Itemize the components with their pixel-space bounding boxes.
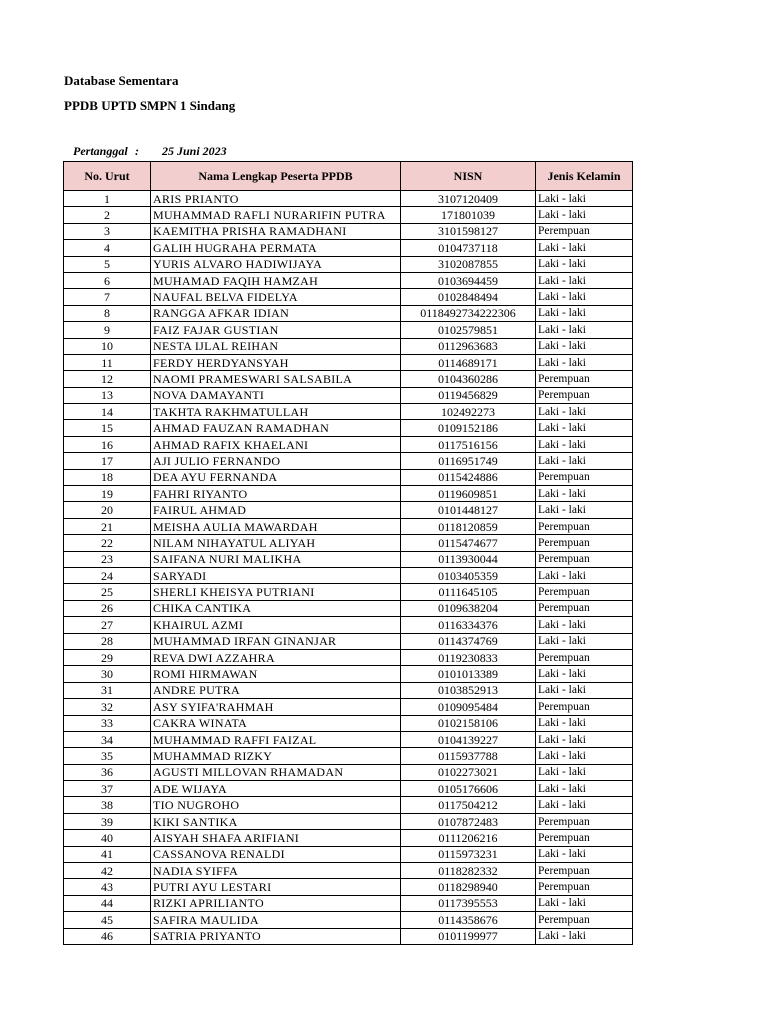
nisn-value: 3101598127 [401,223,536,239]
participant-name: CHIKA CANTIKA [151,600,401,616]
gender-value: Laki - laki [536,895,633,911]
row-number: 45 [64,912,151,928]
gender-value: Laki - laki [536,764,633,780]
nisn-value: 0101199977 [401,928,536,944]
table-row [64,764,633,780]
table-row [64,191,633,207]
nisn-value: 0114374769 [401,633,536,649]
gender-value: Perempuan [536,813,633,829]
participant-name: REVA DWI AZZAHRA [151,649,401,665]
row-number: 20 [64,502,151,518]
participant-name: NILAM NIHAYATUL ALIYAH [151,535,401,551]
header-no-urut: No. Urut [64,162,151,191]
participant-name: SAFIRA MAULIDA [151,912,401,928]
participant-name: MUHAMMAD IRFAN GINANJAR [151,633,401,649]
nisn-value: 0102848494 [401,289,536,305]
gender-value: Laki - laki [536,666,633,682]
nisn-value: 0109638204 [401,600,536,616]
gender-value: Laki - laki [536,797,633,813]
table-row [64,420,633,436]
participant-name: AGUSTI MILLOVAN RHAMADAN [151,764,401,780]
nisn-value: 0102158106 [401,715,536,731]
table-row [64,567,633,583]
gender-value: Laki - laki [536,338,633,354]
row-number: 28 [64,633,151,649]
row-number: 25 [64,584,151,600]
table-row [64,453,633,469]
row-number: 21 [64,518,151,534]
table-row [64,240,633,256]
table-row [64,223,633,239]
table-body [64,191,633,945]
table-row [64,502,633,518]
participant-name: PUTRI AYU LESTARI [151,879,401,895]
gender-value: Laki - laki [536,354,633,370]
table-row [64,830,633,846]
date-value: 25 Juni 2023 [162,144,227,158]
date-colon: : [135,144,139,158]
participant-name: YURIS ALVARO HADIWIJAYA [151,256,401,272]
row-number: 18 [64,469,151,485]
row-number: 35 [64,748,151,764]
table-row [64,207,633,223]
row-number: 6 [64,272,151,288]
row-number: 34 [64,731,151,747]
nisn-value: 0104737118 [401,240,536,256]
participant-name: SHERLI KHEISYA PUTRIANI [151,584,401,600]
document-subtitle: PPDB UPTD SMPN 1 Sindang [64,98,236,113]
row-number: 43 [64,879,151,895]
row-number: 33 [64,715,151,731]
row-number: 38 [64,797,151,813]
gender-value: Laki - laki [536,715,633,731]
table-row [64,633,633,649]
table-row [64,486,633,502]
table-row [64,600,633,616]
gender-value: Laki - laki [536,928,633,944]
table-row [64,322,633,338]
participant-name: AISYAH SHAFA ARIFIANI [151,830,401,846]
header-nama: Nama Lengkap Peserta PPDB [151,162,401,191]
participant-name: NOVA DAMAYANTI [151,387,401,403]
nisn-value: 0109152186 [401,420,536,436]
nisn-value: 0104360286 [401,371,536,387]
participant-name: MEISHA AULIA MAWARDAH [151,518,401,534]
participant-name: MUHAMMAD RAFLI NURARIFIN PUTRA [151,207,401,223]
gender-value: Perempuan [536,535,633,551]
table-row [64,781,633,797]
gender-value: Laki - laki [536,633,633,649]
nisn-value: 0109095484 [401,699,536,715]
row-number: 26 [64,600,151,616]
row-number: 19 [64,486,151,502]
gender-value: Perempuan [536,863,633,879]
row-number: 9 [64,322,151,338]
nisn-value: 0114689171 [401,354,536,370]
header-jenis-kelamin: Jenis Kelamin [536,162,633,191]
table-row [64,666,633,682]
table-row [64,731,633,747]
nisn-value: 0103405359 [401,567,536,583]
gender-value: Laki - laki [536,289,633,305]
nisn-value: 0102273021 [401,764,536,780]
nisn-value: 0115424886 [401,469,536,485]
row-number: 17 [64,453,151,469]
row-number: 36 [64,764,151,780]
gender-value: Laki - laki [536,256,633,272]
row-number: 22 [64,535,151,551]
gender-value: Laki - laki [536,502,633,518]
table-row [64,404,633,420]
table-row [64,748,633,764]
participant-name: KAEMITHA PRISHA RAMADHANI [151,223,401,239]
participant-name: SARYADI [151,567,401,583]
gender-value: Perempuan [536,223,633,239]
row-number: 41 [64,846,151,862]
participant-name: ADE WIJAYA [151,781,401,797]
nisn-value: 0119456829 [401,387,536,403]
gender-value: Laki - laki [536,748,633,764]
nisn-value: 0112963683 [401,338,536,354]
participant-name: DEA AYU FERNANDA [151,469,401,485]
table-row [64,649,633,665]
gender-value: Laki - laki [536,682,633,698]
table-row [64,715,633,731]
row-number: 3 [64,223,151,239]
gender-value: Perempuan [536,518,633,534]
gender-value: Laki - laki [536,846,633,862]
nisn-value: 3102087855 [401,256,536,272]
participant-name: KIKI SANTIKA [151,813,401,829]
table-row [64,338,633,354]
row-number: 1 [64,191,151,207]
nisn-value: 0117395553 [401,895,536,911]
table-row [64,272,633,288]
table-row [64,256,633,272]
row-number: 44 [64,895,151,911]
participant-name: CAKRA WINATA [151,715,401,731]
row-number: 16 [64,436,151,452]
nisn-value: 0115937788 [401,748,536,764]
nisn-value: 0118298940 [401,879,536,895]
nisn-value: 0118492734222306 [401,305,536,321]
table-row [64,682,633,698]
row-number: 5 [64,256,151,272]
nisn-value: 0103852913 [401,682,536,698]
participant-name: KHAIRUL AZMI [151,617,401,633]
row-number: 40 [64,830,151,846]
participant-name: RIZKI APRILIANTO [151,895,401,911]
row-number: 29 [64,649,151,665]
participant-name: CASSANOVA RENALDI [151,846,401,862]
gender-value: Laki - laki [536,617,633,633]
table-row [64,469,633,485]
participant-name: NESTA IJLAL REIHAN [151,338,401,354]
gender-value: Perempuan [536,879,633,895]
gender-value: Perempuan [536,830,633,846]
nisn-value: 0102579851 [401,322,536,338]
participant-name: FAIRUL AHMAD [151,502,401,518]
nisn-value: 0117504212 [401,797,536,813]
row-number: 8 [64,305,151,321]
participant-name: AJI JULIO FERNANDO [151,453,401,469]
nisn-value: 0103694459 [401,272,536,288]
row-number: 46 [64,928,151,944]
nisn-value: 0101013389 [401,666,536,682]
date-label: Pertanggal [73,144,128,158]
row-number: 32 [64,699,151,715]
nisn-value: 0115973231 [401,846,536,862]
gender-value: Laki - laki [536,453,633,469]
nisn-value: 102492273 [401,404,536,420]
nisn-value: 0116334376 [401,617,536,633]
nisn-value: 0119230833 [401,649,536,665]
table-row [64,895,633,911]
nisn-value: 0111645105 [401,584,536,600]
table-row [64,387,633,403]
participant-name: FERDY HERDYANSYAH [151,354,401,370]
document-title: Database Sementara [64,73,179,88]
gender-value: Perempuan [536,551,633,567]
row-number: 10 [64,338,151,354]
row-number: 15 [64,420,151,436]
participant-name: AHMAD RAFIX KHAELANI [151,436,401,452]
nisn-value: 0117516156 [401,436,536,452]
participants-table [63,161,633,945]
gender-value: Laki - laki [536,191,633,207]
participant-name: ASY SYIFA'RAHMAH [151,699,401,715]
gender-value: Laki - laki [536,305,633,321]
gender-value: Laki - laki [536,272,633,288]
participant-name: TAKHTA RAKHMATULLAH [151,404,401,420]
row-number: 12 [64,371,151,387]
row-number: 27 [64,617,151,633]
nisn-value: 0114358676 [401,912,536,928]
participant-name: NADIA SYIFFA [151,863,401,879]
gender-value: Laki - laki [536,567,633,583]
table-row [64,289,633,305]
gender-value: Laki - laki [536,731,633,747]
row-number: 42 [64,863,151,879]
participant-name: ARIS PRIANTO [151,191,401,207]
nisn-value: 0113930044 [401,551,536,567]
table-row [64,928,633,944]
gender-value: Laki - laki [536,781,633,797]
participant-name: NAOMI PRAMESWARI SALSABILA [151,371,401,387]
participant-name: FAHRI RIYANTO [151,486,401,502]
table-row [64,846,633,862]
nisn-value: 0118120859 [401,518,536,534]
gender-value: Perempuan [536,371,633,387]
participant-name: RANGGA AFKAR IDIAN [151,305,401,321]
row-number: 23 [64,551,151,567]
gender-value: Perempuan [536,912,633,928]
participant-name: ROMI HIRMAWAN [151,666,401,682]
row-number: 13 [64,387,151,403]
gender-value: Perempuan [536,584,633,600]
row-number: 24 [64,567,151,583]
gender-value: Laki - laki [536,240,633,256]
gender-value: Laki - laki [536,436,633,452]
nisn-value: 0115474677 [401,535,536,551]
header-nisn: NISN [401,162,536,191]
row-number: 14 [64,404,151,420]
gender-value: Laki - laki [536,420,633,436]
row-number: 37 [64,781,151,797]
nisn-value: 0101448127 [401,502,536,518]
table-row [64,518,633,534]
table-row [64,584,633,600]
table-row [64,535,633,551]
row-number: 4 [64,240,151,256]
gender-value: Perempuan [536,600,633,616]
table-header-row [64,162,633,191]
nisn-value: 0119609851 [401,486,536,502]
gender-value: Laki - laki [536,322,633,338]
nisn-value: 171801039 [401,207,536,223]
row-number: 11 [64,354,151,370]
participant-name: ANDRE PUTRA [151,682,401,698]
row-number: 30 [64,666,151,682]
table-row [64,371,633,387]
table-row [64,699,633,715]
participant-name: TIO NUGROHO [151,797,401,813]
participant-name: FAIZ FAJAR GUSTIAN [151,322,401,338]
nisn-value: 0104139227 [401,731,536,747]
table-row [64,879,633,895]
nisn-value: 0105176606 [401,781,536,797]
gender-value: Laki - laki [536,404,633,420]
participant-name: SAIFANA NURI MALIKHA [151,551,401,567]
gender-value: Laki - laki [536,207,633,223]
nisn-value: 0116951749 [401,453,536,469]
table-row [64,551,633,567]
participant-name: NAUFAL BELVA FIDELYA [151,289,401,305]
table-row [64,436,633,452]
participant-name: GALIH HUGRAHA PERMATA [151,240,401,256]
table-row [64,813,633,829]
nisn-value: 0107872483 [401,813,536,829]
nisn-value: 0111206216 [401,830,536,846]
gender-value: Perempuan [536,387,633,403]
row-number: 31 [64,682,151,698]
participant-name: MUHAMAD FAQIH HAMZAH [151,272,401,288]
table-row [64,863,633,879]
participant-name: SATRIA PRIYANTO [151,928,401,944]
row-number: 2 [64,207,151,223]
participant-name: MUHAMMAD RAFFI FAIZAL [151,731,401,747]
participant-name: MUHAMMAD RIZKY [151,748,401,764]
table-row [64,354,633,370]
nisn-value: 3107120409 [401,191,536,207]
table-row [64,912,633,928]
gender-value: Perempuan [536,649,633,665]
row-number: 39 [64,813,151,829]
table-row [64,797,633,813]
table-row [64,617,633,633]
table-row [64,305,633,321]
gender-value: Perempuan [536,699,633,715]
participant-name: AHMAD FAUZAN RAMADHAN [151,420,401,436]
nisn-value: 0118282332 [401,863,536,879]
gender-value: Perempuan [536,469,633,485]
row-number: 7 [64,289,151,305]
gender-value: Laki - laki [536,486,633,502]
